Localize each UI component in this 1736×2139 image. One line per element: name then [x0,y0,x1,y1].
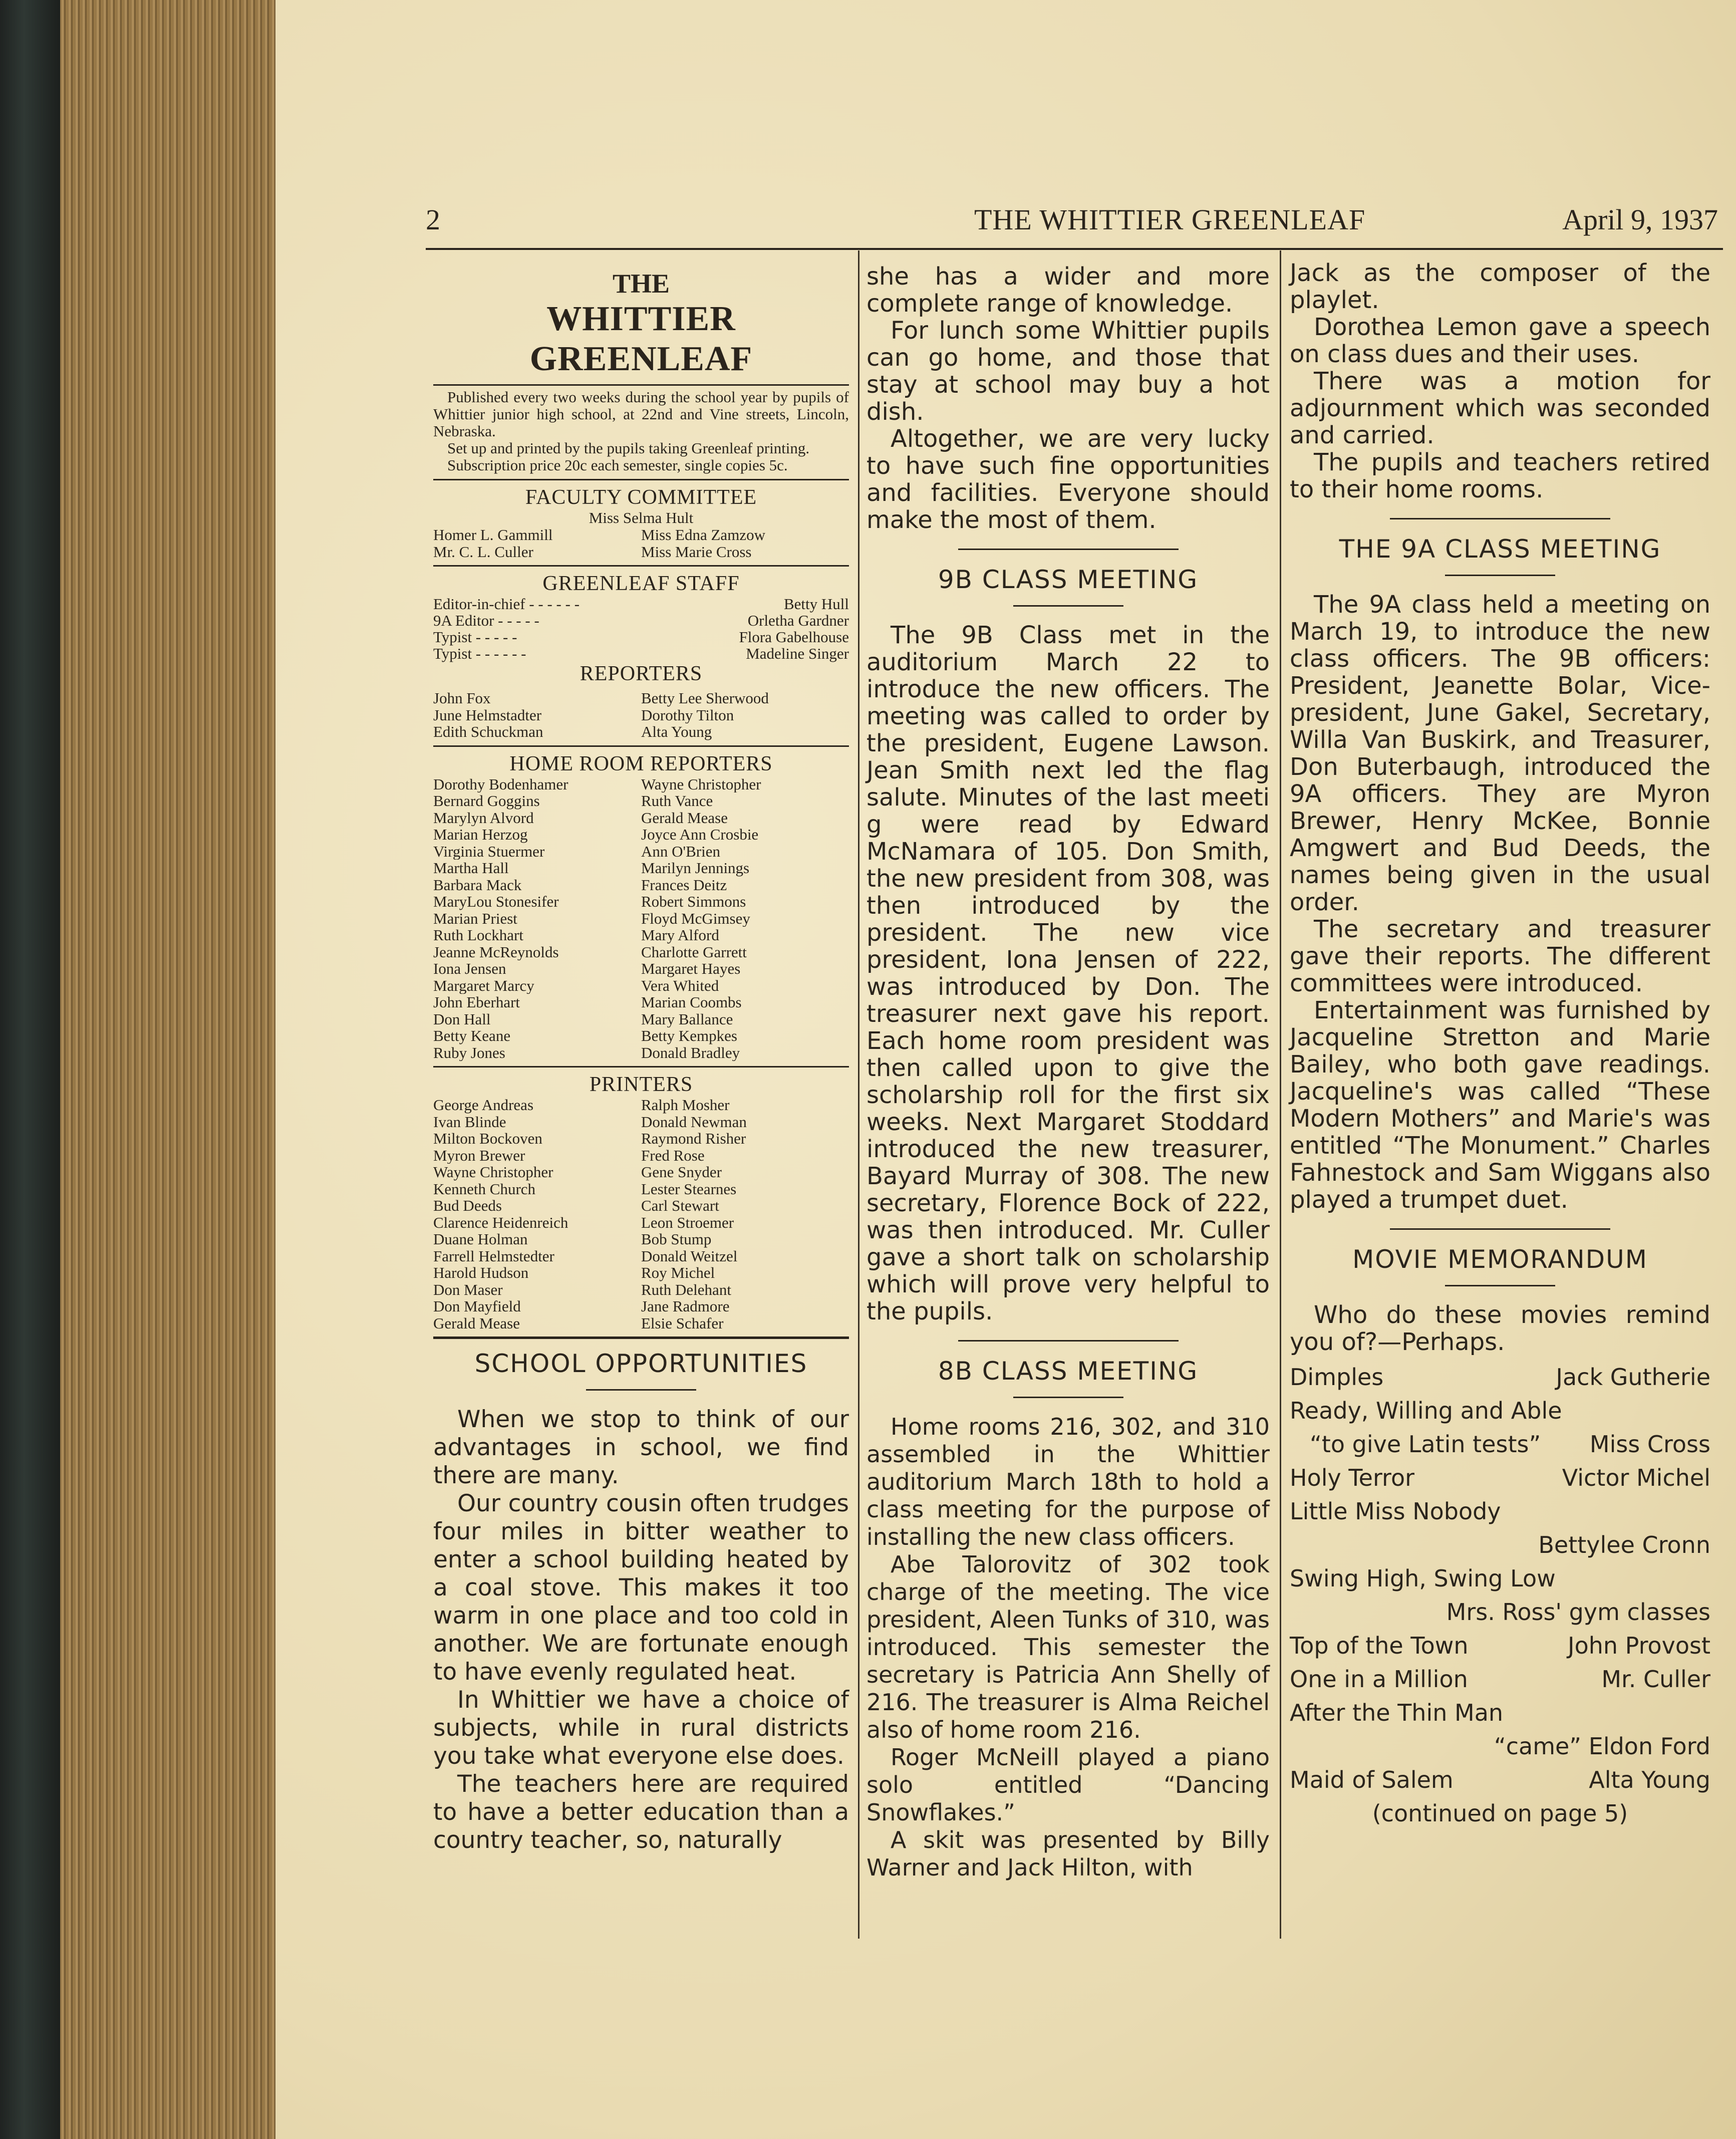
homeroom-reporter-name: Martha Hall [433,860,509,877]
printer-name: Don Mayfield [433,1298,521,1315]
heading-underline [1013,605,1123,607]
staff-role: 9A Editor - - - - - [433,612,539,629]
box-rule [433,1066,849,1067]
masthead-rule [433,384,849,386]
9b-meeting-article [866,622,1270,1325]
reporter-name: Alta Young [641,723,712,740]
9a-meeting-heading: THE 9A CLASS MEETING [1339,534,1661,564]
staff-row [433,596,849,612]
staff-list [433,596,849,662]
reporters-names [433,690,849,740]
column-rule-1 [858,250,859,1939]
faculty-name: Miss Marie Cross [641,543,752,560]
movie-title: Maid of Salem [1290,1766,1454,1793]
column-3 [1290,259,1710,1830]
box-rule [433,565,849,567]
article-paragraph: Altogether, we are very lucky to have such fine opportunities and facilities. Everyone should make the most of them. [866,425,1270,534]
homeroom-names [433,776,849,1061]
school-opportunities-article [433,1406,849,1854]
movie-person: Miss Cross [1589,1431,1710,1458]
homeroom-reporter-name: Margaret Marcy [433,977,534,994]
staff-role: Typist - - - - - - [433,645,526,662]
printer-name: Bud Deeds [433,1197,502,1214]
homeroom-reporter-name: Mary Alford [641,927,719,944]
homeroom-reporter-name: Margaret Hayes [641,960,741,977]
movie-note: “to give Latin tests” [1310,1431,1541,1458]
staff-row [433,629,849,645]
book-spine [0,0,60,2139]
staff-name: Orletha Gardner [747,612,849,629]
article-paragraph: The pupils and teachers retired to their home rooms. [1290,448,1710,503]
printer-name: Wayne Christopher [433,1164,553,1181]
movie-person: Mr. Culler [1601,1666,1710,1693]
homeroom-reporter-name: Ann O'Brien [641,843,720,860]
homeroom-reporter-name: John Eberhart [433,994,520,1011]
article-paragraph: Roger McNeill played a piano solo entitled “Dancing Snowflakes.” [866,1744,1270,1826]
column-2 [866,263,1270,1882]
movie-title: Dimples [1290,1364,1384,1391]
homeroom-reporter-name: Marilyn Jennings [641,860,750,877]
printer-name: Duane Holman [433,1231,528,1248]
8b-meeting-continued [1290,259,1710,503]
faculty-name: Miss Edna Zamzow [641,526,765,544]
article-paragraph: Dorothea Lemon gave a speech on class dues and their uses. [1290,313,1710,368]
homeroom-reporter-name: Marylyn Alvord [433,809,534,826]
homeroom-reporter-name: Virginia Stuermer [433,843,545,860]
homeroom-reporter-name: Wayne Christopher [641,775,761,792]
reporter-name: Edith Schuckman [433,723,543,740]
reporter-name: Dorothy Tilton [641,706,734,723]
movie-row [1290,1361,1710,1394]
box-bottom-rule [433,1336,849,1339]
article-paragraph: The secretary and treasurer gave their reports. The different committees were introduced. [1290,915,1710,997]
info-line: Set up and printed by the pupils taking Greenleaf printing. [447,439,810,457]
printer-name: Carl Stewart [641,1197,719,1214]
faculty-heading: FACULTY COMMITTEE [525,486,757,509]
movie-person: Victor Michel [1562,1464,1710,1491]
article-paragraph: Abe Talorovitz of 302 took charge of the meeting. The vice president, Aleen Tunks of 310, was introduced. This semester the secretary is Patricia Ann Shelly of 216. The treasurer is Alma Reichel also of home room 216. [866,1551,1270,1743]
movie-title: Holy Terror [1290,1464,1415,1491]
movie-person: John Provost [1568,1632,1710,1659]
article-separator [1390,518,1610,519]
article-paragraph: When we stop to think of our advantages in school, we find there are many. [433,1406,849,1489]
movie-person: Jack Gutherie [1556,1364,1710,1391]
movie-title: Swing High, Swing Low [1290,1565,1556,1592]
page-number: 2 [426,203,440,236]
8b-meeting-heading: 8B CLASS MEETING [938,1357,1199,1386]
article-paragraph: Home rooms 216, 302, and 310 assembled in the Whittier auditorium March 18th to hold a class meeting for the purpose of installing the new class officers. [866,1413,1270,1550]
faculty-name: Mr. C. L. Culler [433,543,533,560]
homeroom-reporter-name: Ruth Vance [641,792,713,810]
header-rule [426,248,1723,250]
movie-title: One in a Million [1290,1666,1468,1693]
staff-role: Editor-in-chief - - - - - - [433,595,580,613]
homeroom-reporter-name: Marian Coombs [641,994,742,1011]
article-paragraph: For lunch some Whittier pupils can go home, and those that stay at school may buy a hot dish. [866,317,1270,426]
article-paragraph: The 9B Class met in the auditorium March 22 to introduce the new officers. The meeting was called to order by the president, Eugene Lawson. Jean Smith next led the flag salute. Minutes of the last meeti g were read by Edward McNamara of 105. Don Smith, the new president from 308, was then introduced by the president. The new vice president, Iona Jensen of 222, was introduced by Don. The treasurer next gave his report. Each home room president was then called upon to give the scholarship roll for the first six weeks. Next Margaret Stoddard introduced the new treasurer, Bayard Murray of 308. The new secretary, Florence Bock of 222, was then introduced. Mr. Culler gave a short talk on scholarship which will prove very helpful to the pupils. [866,621,1270,1325]
printer-name: Raymond Risher [641,1130,746,1147]
printer-name: Clarence Heidenreich [433,1214,568,1231]
homeroom-reporter-name: MaryLou Stonesifer [433,893,559,910]
article-paragraph: In Whittier we have a choice of subjects, while in rural districts you take what everyone else does. [433,1686,849,1770]
staff-role: Typist - - - - - [433,628,517,646]
printer-name: Farrell Helmstedter [433,1247,554,1264]
8b-meeting-article [866,1413,1270,1882]
faculty-name: Homer L. Gammill [433,526,553,544]
movie-memorandum-heading: MOVIE MEMORANDUM [1352,1245,1648,1274]
staff-name: Flora Gabelhouse [739,628,849,646]
staff-name: Madeline Singer [746,645,849,662]
printers-heading: PRINTERS [589,1073,693,1096]
homeroom-reporter-name: Robert Simmons [641,893,746,910]
homeroom-reporter-name: Joyce Ann Crosbie [641,826,759,843]
heading-underline [1445,1285,1555,1286]
movie-row [1290,1629,1710,1663]
article-paragraph: A skit was presented by Billy Warner and Jack Hilton, with [866,1826,1270,1881]
homeroom-reporter-name: Vera Whited [641,977,719,994]
9a-meeting-article [1290,591,1710,1213]
printer-name: Leon Stroemer [641,1214,734,1231]
info-line: Subscription price 20c each semester, single copies 5c. [447,456,788,474]
homeroom-reporter-name: Betty Kempkes [641,1027,737,1044]
printer-name: Donald Weitzel [641,1247,738,1264]
page-edges [60,0,275,2139]
movie-list [1290,1361,1710,1830]
reporter-name: Betty Lee Sherwood [641,690,769,707]
printer-name: Gerald Mease [433,1314,520,1331]
movie-title: Little Miss Nobody [1290,1498,1501,1525]
article-separator [958,1340,1179,1342]
homeroom-reporter-name: Donald Bradley [641,1044,740,1061]
homeroom-reporter-name: Betty Keane [433,1027,511,1044]
movie-row [1290,1763,1710,1797]
article-paragraph: There was a motion for adjournment which was seconded and carried. [1290,367,1710,449]
heading-underline [1445,575,1555,576]
printer-name: Ralph Mosher [641,1097,730,1114]
printer-name: Jane Radmore [641,1298,730,1315]
movie-person: Mrs. Ross' gym classes [1446,1598,1710,1626]
info-line: Published every two weeks during the school year by pupils of Whittier junior high school, at 22nd and Vine streets, Lincoln, Nebraska. [433,388,849,440]
newspaper-page [275,0,1736,2139]
reporter-name: June Helmstadter [433,706,542,723]
reporter-name: John Fox [433,690,491,707]
printer-name: Myron Brewer [433,1147,525,1164]
printer-name: Roy Michel [641,1264,715,1281]
faculty-names [433,526,849,560]
article-paragraph: Jack as the composer of the playlet. [1290,259,1710,314]
printer-name: Lester Stearnes [641,1180,737,1197]
staff-name: Betty Hull [783,595,849,613]
homeroom-reporter-name: Don Hall [433,1010,491,1027]
movie-title: After the Thin Man [1290,1699,1504,1726]
movie-intro-text: Who do these movies remind you of?—Perhaps. [1290,1301,1710,1356]
masthead-title: WHITTIER GREENLEAF [529,300,753,378]
publication-info [433,389,849,474]
article-paragraph: The teachers here are required to have a better education than a country teacher, so, naturally [433,1770,849,1854]
homeroom-reporter-name: Gerald Mease [641,809,728,826]
movie-person: “came” Eldon Ford [1494,1733,1710,1760]
movie-row [1290,1461,1710,1495]
movie-person: Bettylee Cronn [1538,1531,1710,1558]
printer-name: Milton Bockoven [433,1130,542,1147]
movie-row [1290,1428,1710,1461]
school-opportunities-continued [866,263,1270,533]
staff-row [433,645,849,662]
movie-intro [1290,1301,1710,1356]
box-rule [433,745,849,747]
running-title: THE WHITTIER GREENLEAF [974,203,1366,236]
article-separator [958,549,1179,550]
staff-row [433,612,849,629]
article-separator [1390,1228,1610,1230]
9b-meeting-heading: 9B CLASS MEETING [938,565,1199,594]
issue-date: April 9, 1937 [1562,203,1718,236]
movie-person: Alta Young [1589,1766,1710,1793]
homeroom-reporter-name: Barbara Mack [433,876,522,893]
movie-row [1290,1663,1710,1696]
box-rule [433,479,849,480]
article-paragraph: The 9A class held a meeting on March 19, to introduce the new class officers. The 9B officers: President, Jeanette Bolar, Vice-president, June Gakel, Secretary, Willa Van Buskirk, and Treasurer, Don Buterbaugh, introduced the 9A officers. They are Myron Brewer, Henry McKee, Bonnie Amgwert and Bud Deeds, the names being given in the usual order. [1290,591,1710,916]
masthead-the: THE [612,269,670,299]
article-paragraph: Our country cousin often trudges four miles in bitter weather to enter a school building heated by a coal stove. This makes it too warm in one place and too cold in another. We are fortunate enough to have evenly regulated heat. [433,1490,849,1686]
homeroom-reporter-name: Ruby Jones [433,1044,505,1061]
article-paragraph: she has a wider and more complete range of knowledge. [866,262,1270,318]
column-rule-2 [1280,250,1281,1939]
homeroom-reporter-name: Marian Herzog [433,826,528,843]
printer-name: Bob Stump [641,1231,712,1248]
homeroom-heading: HOME ROOM REPORTERS [509,752,773,775]
homeroom-reporter-name: Marian Priest [433,910,517,927]
homeroom-reporter-name: Floyd McGimsey [641,910,750,927]
homeroom-reporter-name: Jeanne McReynolds [433,943,559,960]
continued-note: (continued on page 5) [1372,1800,1628,1827]
staff-heading: GREENLEAF STAFF [542,572,740,595]
printers-names [433,1097,849,1331]
homeroom-reporter-name: Mary Ballance [641,1010,733,1027]
homeroom-reporter-name: Dorothy Bodenhamer [433,775,568,792]
printer-name: Ivan Blinde [433,1113,506,1130]
homeroom-reporter-name: Ruth Lockhart [433,927,523,944]
faculty-lead: Miss Selma Hult [589,509,694,526]
column-1 [433,268,849,1854]
heading-underline [1013,1397,1123,1398]
page-header [426,203,1728,243]
homeroom-reporter-name: Iona Jensen [433,960,506,977]
reporters-heading: REPORTERS [580,662,703,685]
homeroom-reporter-name: Charlotte Garrett [641,943,747,960]
article-paragraph: Entertainment was furnished by Jacqueline Stretton and Marie Bailey, who both gave readings. Jacqueline's was called “These Modern Mothers” and Marie's was entitled “The Monument.” Charles Fahnestock and Sam Wiggans also played a trumpet duet. [1290,996,1710,1214]
printer-name: Don Maser [433,1281,503,1298]
homeroom-reporter-name: Frances Deitz [641,876,727,893]
printer-name: Elsie Schafer [641,1314,724,1331]
printer-name: George Andreas [433,1097,534,1114]
printer-name: Fred Rose [641,1147,705,1164]
homeroom-reporter-name: Bernard Goggins [433,792,540,810]
printer-name: Gene Snyder [641,1164,722,1181]
printer-name: Kenneth Church [433,1180,536,1197]
school-opportunities-heading: SCHOOL OPPORTUNITIES [474,1349,808,1378]
printer-name: Harold Hudson [433,1264,529,1281]
movie-title: Top of the Town [1290,1632,1469,1659]
printer-name: Ruth Delehant [641,1281,731,1298]
movie-title: Ready, Willing and Able [1290,1397,1562,1424]
printer-name: Donald Newman [641,1113,747,1130]
heading-underline [586,1389,696,1391]
